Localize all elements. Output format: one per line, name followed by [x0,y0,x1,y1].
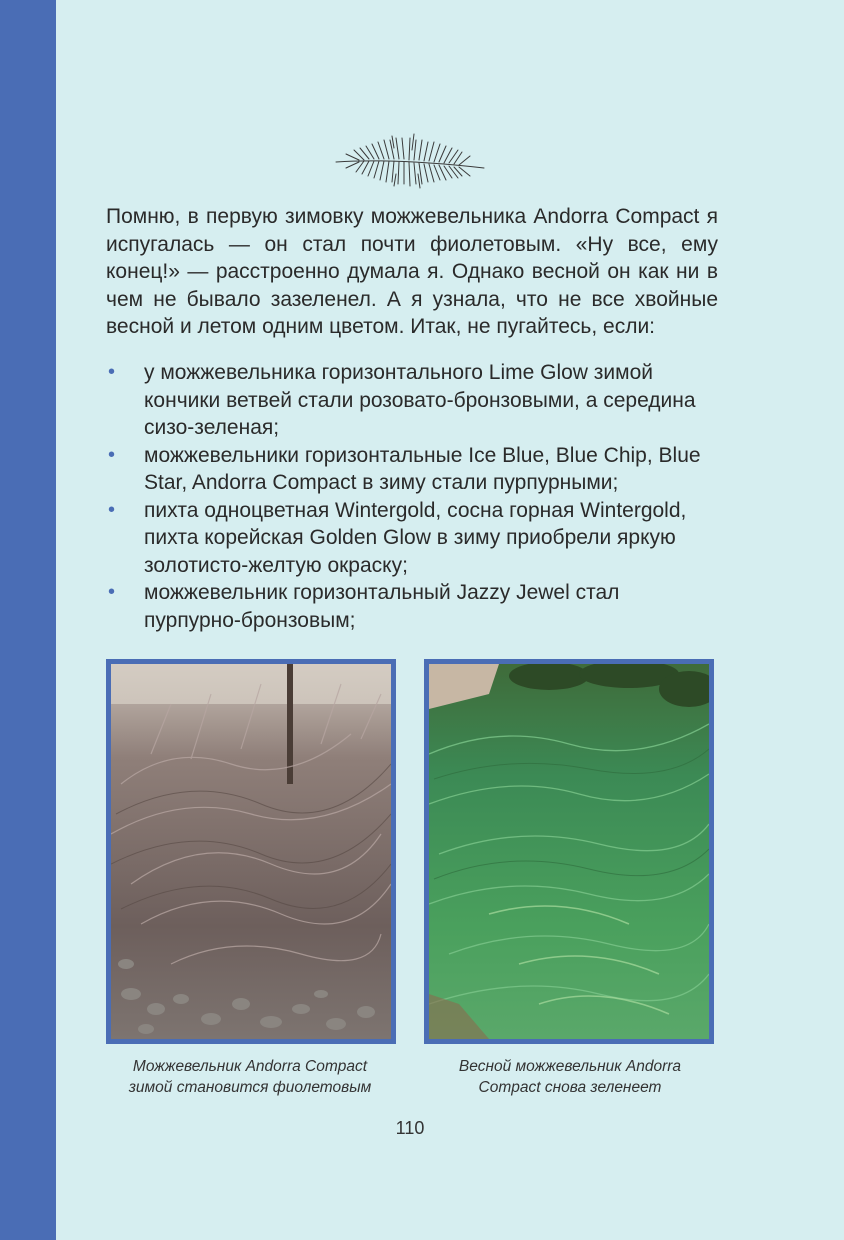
pine-branch-icon [334,128,486,190]
page-spine-bar [0,0,56,1240]
list-item: • можжевельники горизонтальные Ice Blue, Blue Chip, Blue Star, Andorra Compact в зиму стали пурпурными; [108,443,701,494]
list-item: • у можжевельника горизонтального Lime Glow зимой кончики ветвей стали розовато-бронзовыми, а середина сизо-зеленая; [108,361,696,439]
caption-winter-photo: Можжевельник Andorra Compact зимой становится фиолетовым [128,1058,372,1096]
caption-spring-photo: Весной можжевельник Andorra Compact снова зеленеет [458,1058,682,1096]
bullet-icon: • [108,361,116,383]
photo-spring-juniper [424,659,714,1044]
list-item: • можжевельник горизонтальный Jazzy Jewel стал пурпурно-бронзовым; [108,581,620,632]
bullet-icon: • [108,498,116,521]
bullet-icon: • [108,443,116,466]
page-number: 110 [395,1118,425,1138]
bullet-list [106,359,718,634]
list-item: • пихта одноцветная Wintergold, сосна горная Wintergold, пихта корейская Golden Glow в зиму приобрели яркую золотисто-желтую окраску; [108,498,687,577]
photo-winter-juniper [106,659,396,1044]
bullet-icon: • [108,581,116,603]
intro-paragraph: Помню, в первую зимовку можжевельника Andorra Compact я испугалась — он стал почти фиолетовым. «Ну все, ему конец!» — расстроенно думала я. Однако весной он как ни в чем не бывало зазеленел. А я узнала, что не все хвойные весной и летом одним цветом. Итак, не пугайтесь, если: [106,205,718,338]
